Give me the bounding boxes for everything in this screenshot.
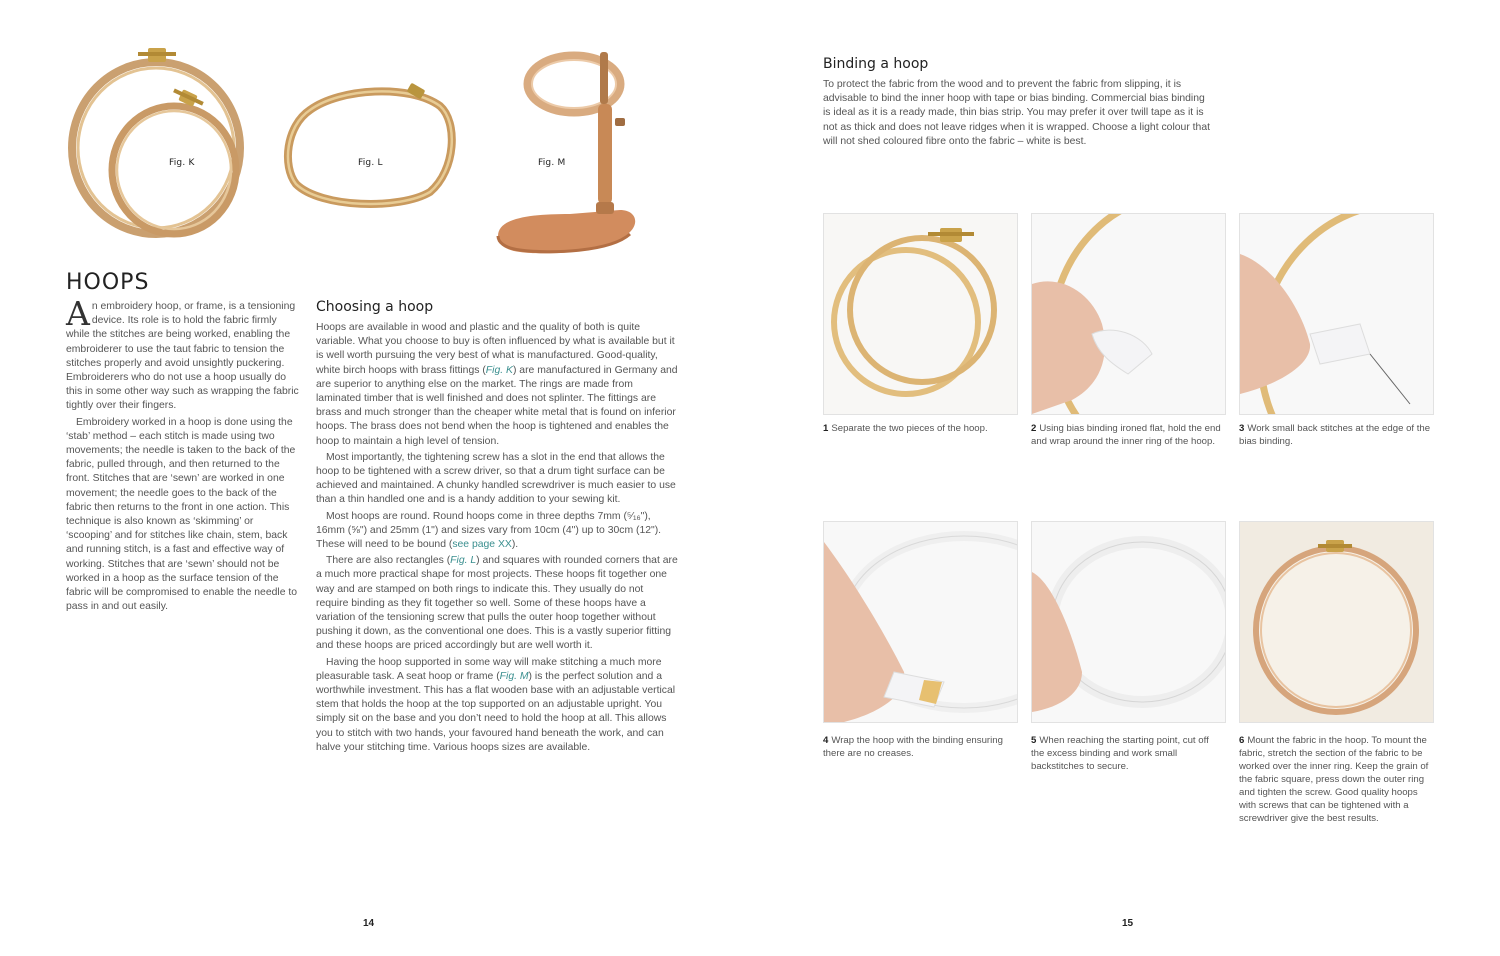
fig-m-reference: Fig. M — [499, 670, 529, 682]
step-6-photo — [1239, 521, 1434, 723]
page-number-right: 15 — [1122, 918, 1134, 929]
figure-k-label: Fig. K — [169, 158, 195, 168]
step-1-caption: 1 Separate the two pieces of the hoop. — [823, 423, 988, 434]
page-title: HOOPS — [66, 270, 150, 295]
binding-heading: Binding a hoop — [823, 56, 929, 72]
step-3-photo — [1239, 213, 1434, 415]
binding-intro: To protect the fabric from the wood and to prevent the fabric from slipping, it is advisable to bind the inner hoop with tape or bias binding. Commercial bias binding is ideal as it is a ready made, thin bias strip. You may prefer it over twill tape as it is not as thick and does not leave ridges when it is wrapped. Choose a light colour that will not shed coloured fibre onto the fabric – white is best. — [823, 79, 1210, 147]
intro-column — [66, 294, 302, 614]
step-5-caption: 5 When reaching the starting point, cut off the excess binding and work small backstitches to secure. — [1031, 735, 1209, 772]
drop-cap: A — [66, 294, 90, 333]
see-page-link[interactable]: see page XX — [452, 539, 512, 551]
figure-l-label: Fig. L — [358, 158, 383, 168]
choosing-paragraph-1: Hoops are available in wood and plastic and the quality of both is quite variable. What you choose to buy is often influenced by what is available but it is well worth pursuing the very best of what is manufactured. Good-quality, white birch hoops with brass fittings (Fig. K) are manufactured in Germany and are superior to anything else on the market. The rings are made from laminated timber that is well finished and does not splinter. The fittings are brass and much stronger than the cheaper white metal that is found on inferior hoops. The brass does not bend when the hoop is tightened and enables the hoop to maintain a high level of tension. — [316, 322, 678, 447]
figure-m-label: Fig. M — [538, 158, 566, 168]
step-4-caption: 4 Wrap the hoop with the binding ensuring there are no creases. — [823, 735, 1003, 759]
choosing-heading: Choosing a hoop — [316, 299, 434, 315]
step-3-caption: 3 Work small back stitches at the edge of the bias binding. — [1239, 423, 1431, 447]
step-5-photo — [1031, 521, 1226, 723]
choosing-column — [316, 321, 678, 755]
figure-k-image — [68, 40, 250, 240]
step-2-photo — [1031, 213, 1226, 415]
figure-l-image — [280, 80, 460, 210]
step-6-caption: 6 Mount the fabric in the hoop. To mount the fabric, stretch the section of the fabric to be worked over the inner ring. Keep the grain of the fabric square, press down the outer ring and tighten the screw. Good quality hoops with screws that can be tightened with a screwdriver give the best results. — [1239, 735, 1429, 824]
page-number-left: 14 — [363, 918, 375, 929]
stab-method-paragraph: Embroidery worked in a hoop is done using the ‘stab’ method – each stitch is made using two movements; the needle is taken to the back of the fabric, pulled through, and then returned to the front. Stitches that are ‘sewn’ are worked in one movement; the needle goes to the back of the fabric then returns to the front in one action. This technique is also known as ‘skimming’ or ‘scooping’ and for stitches like chain, stem, back and running stitch, is a fast and effective way of working. Stitches that are ‘sewn’ should not be worked in a hoop as the surface tension of the fabric will be compromised to enable the needle to pass in and out easily. — [66, 416, 298, 613]
step-1-photo — [823, 213, 1018, 415]
step-4-photo — [823, 521, 1018, 723]
choosing-paragraph-4: There are also rectangles (Fig. L) and squares with rounded corners that are a much more practical shape for most projects. These hoops fit together one way and are stamped on both rings to indicate this. They usually do not require binding as they fit together so well. Some of these hoops have a variation of the tensioning screw that pulls the outer hoop together without pushing it down, as the conventional one does. This is a vastly superior fitting and these hoops are priced accordingly but are well worth it. — [316, 555, 678, 652]
fig-l-reference: Fig. L — [450, 555, 477, 567]
choosing-paragraph-5: Having the hoop supported in some way will make stitching a much more pleasurable task. A seat hoop or frame (Fig. M) is the perfect solution and a worthwhile investment. This has a flat wooden base with an adjustable vertical stem that holds the hoop at the top supported on an adjustable upright. You simply sit on the base and you don’t need to hold the hoop at all. This allows you to stitch with two hands, your favoured hand beneath the work, and can halve your stitching time. Various hoops sizes are available. — [316, 656, 676, 753]
fig-k-reference: Fig. K — [485, 364, 513, 376]
choosing-paragraph-2: Most importantly, the tightening screw has a slot in the end that allows the hoop to be tightened with a screw driver, so that a drum tight surface can be achieved and maintained. A chunky handled screwdriver is much easier to use than a thin handled one and is a handy addition to your sewing kit. — [316, 451, 676, 506]
intro-paragraph: n embroidery hoop, or frame, is a tensioning device. Its role is to hold the fabric firmly while the stitches are being worked, enabling the embroiderer to use the taut fabric to tension the stitches properly and avoid unsightly puckering. Embroiderers who do not use a hoop usually do this in some other way such as wrapping the fabric tightly over their fingers. — [66, 301, 299, 412]
step-2-caption: 2 Using bias binding ironed flat, hold the end and wrap around the inner ring of the hoop. — [1031, 423, 1221, 447]
choosing-paragraph-3: Most hoops are round. Round hoops come in three depths 7mm (⁵⁄₁₆"), 16mm (⅝") and 25mm (1") and sizes vary from 10cm (4") up to 30cm (12"). These will need to be bound (see page XX). — [316, 510, 662, 551]
figure-m-image — [490, 42, 650, 258]
